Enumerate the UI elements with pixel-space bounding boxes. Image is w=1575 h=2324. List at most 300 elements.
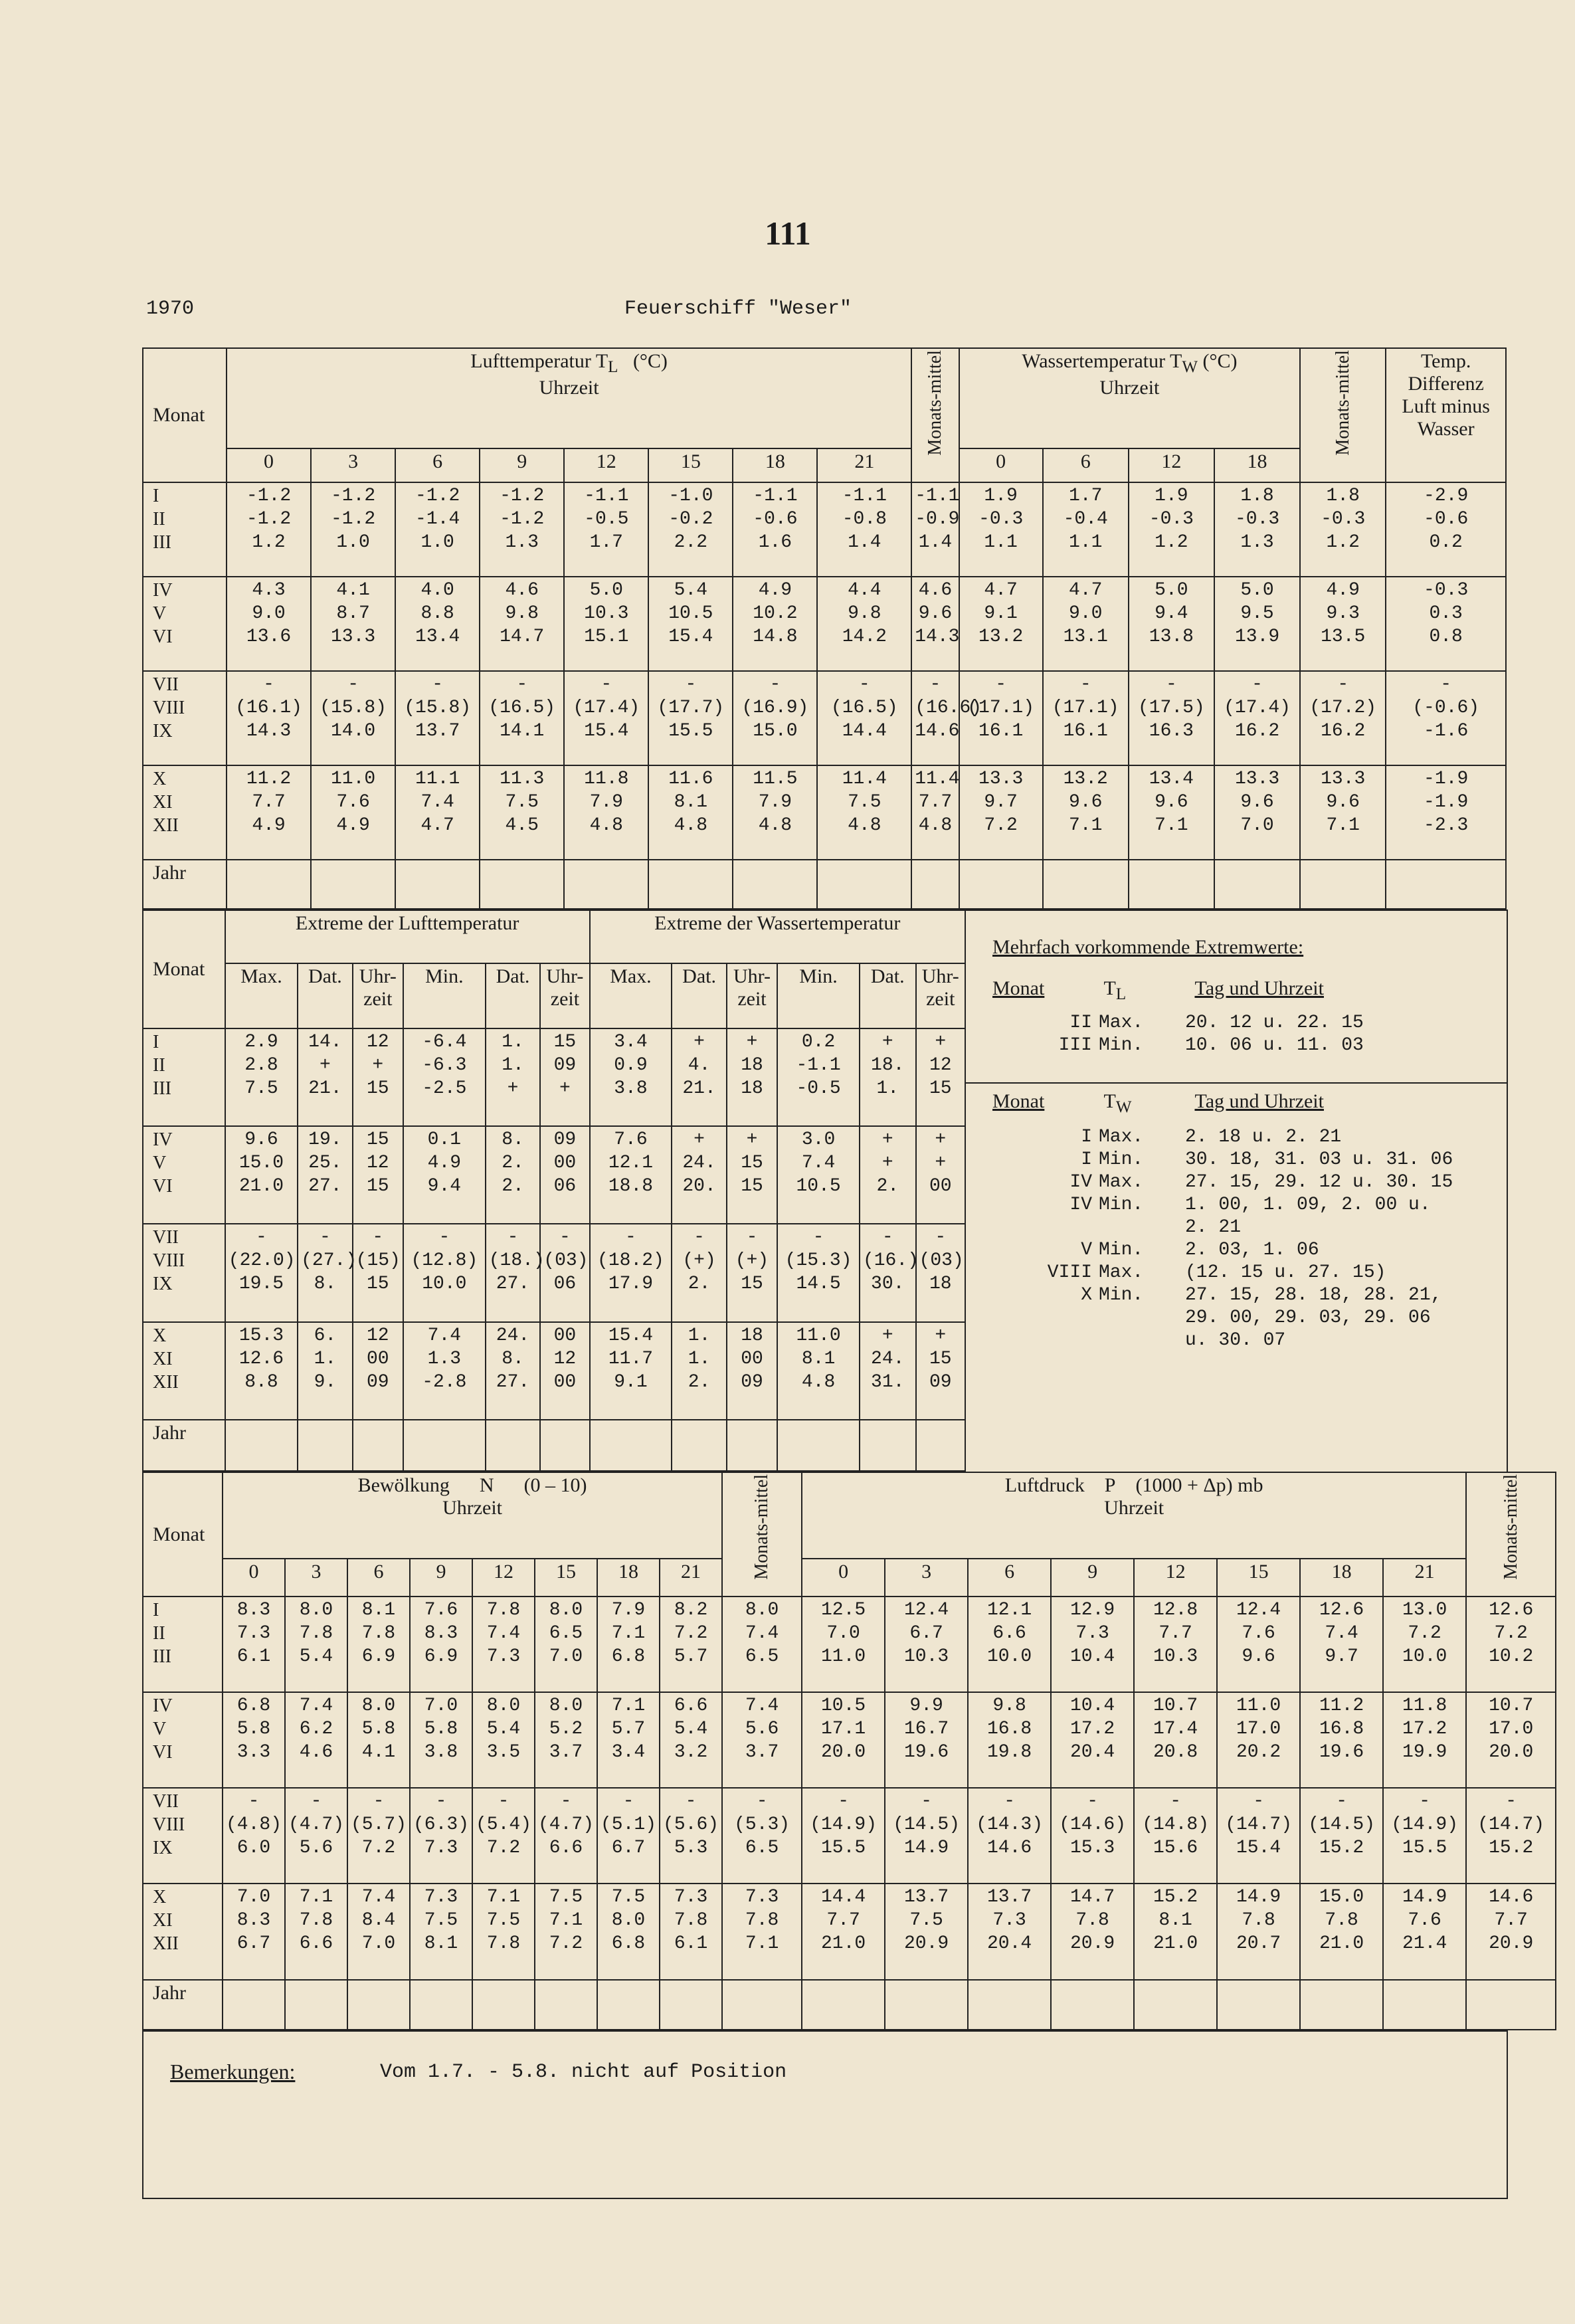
water-temp-cell	[1043, 765, 1129, 860]
cloud-cell	[660, 1692, 722, 1788]
water-temp-value: 13.2	[978, 626, 1024, 647]
water-temp-value: 9.5	[1240, 603, 1274, 624]
cloud-value: 8.0	[299, 1600, 333, 1621]
pressure-value: 11.2	[1319, 1695, 1364, 1717]
multi-extreme-row	[992, 1239, 1504, 1262]
extreme-cell	[353, 1322, 403, 1420]
water-temp-value: 9.0	[1069, 603, 1103, 624]
air-temp-value: -	[263, 674, 274, 695]
air-temp-cell	[648, 671, 733, 765]
air-hour-18: 18	[733, 448, 817, 482]
extreme-value: (12.8)	[411, 1250, 478, 1272]
air-temp-value: 14.4	[842, 720, 887, 741]
cloud-value: 8.1	[424, 1933, 458, 1955]
cloud-value: 7.3	[486, 1646, 521, 1668]
cloud-value: 6.8	[236, 1695, 271, 1717]
extreme-value: 15.4	[608, 1325, 654, 1346]
extreme-value: (15.3)	[785, 1250, 852, 1272]
cloud-value: 6.9	[424, 1646, 458, 1668]
multi-month: V	[1081, 1240, 1092, 1260]
extreme-cell	[916, 1028, 965, 1126]
air-temp-value: 1.4	[918, 532, 953, 553]
pressure-value: 9.8	[992, 1695, 1026, 1717]
month-labels	[143, 1597, 223, 1692]
pressure-value: 15.4	[1236, 1838, 1281, 1859]
air-temp-cell	[395, 765, 480, 860]
water-temp-value: -0.3	[978, 509, 1024, 530]
extreme-cell	[298, 1028, 353, 1126]
month-label: XII	[153, 815, 179, 836]
water-temp-cell	[1300, 671, 1386, 765]
air-temp-value: 14.8	[753, 626, 798, 647]
extreme-value: +	[746, 1031, 758, 1052]
air-temp-value: (17.4)	[573, 697, 640, 718]
month-label: XII	[153, 1371, 179, 1393]
air-temp-value: -1.2	[500, 509, 545, 530]
cloud-value: 7.4	[299, 1695, 333, 1717]
air-temp-value: 9.0	[252, 603, 286, 624]
extreme-value: 1.	[688, 1348, 711, 1369]
air-temp-value: -0.8	[842, 509, 887, 530]
air-temp-value: -1.0	[668, 486, 713, 507]
cloud-value: (4.8)	[226, 1814, 282, 1836]
cloud-value: 8.1	[361, 1600, 396, 1621]
cloud-value: 3.2	[674, 1742, 708, 1763]
air-temp-value: (16.6)	[915, 697, 982, 718]
cloud-hour-21: 21	[660, 1559, 722, 1597]
cloud-cell	[223, 1788, 285, 1884]
extreme-value: 9.6	[244, 1129, 278, 1151]
water-temp-value: -0.3	[1234, 509, 1280, 530]
extreme-value: 00	[553, 1153, 577, 1174]
pressure-hour-18: 18	[1300, 1559, 1383, 1597]
air-temp-cell	[395, 482, 480, 577]
pressure-value: 14.6	[987, 1838, 1032, 1859]
water-temp-cell	[1386, 671, 1506, 765]
pressure-value: 15.6	[1153, 1838, 1198, 1859]
air-hour-0: 0	[227, 448, 311, 482]
pressure-value: 6.6	[992, 1623, 1026, 1644]
cloud-value: 7.8	[361, 1623, 396, 1644]
pressure-value: 21.0	[821, 1933, 866, 1955]
air-temp-value: 14.1	[500, 720, 545, 741]
cloud-value: 6.6	[674, 1695, 708, 1717]
air-temp-value: -0.5	[584, 509, 629, 530]
water-temp-cell	[1214, 482, 1300, 577]
extreme-value: -	[694, 1227, 705, 1248]
water-temp-value: 16.2	[1234, 720, 1280, 741]
cloud-cell	[722, 1884, 802, 1979]
water-temp-cell	[1129, 577, 1214, 671]
cloud-value: 6.2	[299, 1719, 333, 1740]
cloud-cell	[285, 1884, 347, 1979]
pressure-hour-9: 9	[1051, 1559, 1134, 1597]
air-temp-value: 8.1	[674, 791, 708, 813]
extreme-cell	[860, 1028, 916, 1126]
pressure-value: 7.0	[826, 1623, 860, 1644]
cloud-pressure-row-group	[143, 1788, 1556, 1884]
water-temp-value: 16.1	[978, 720, 1024, 741]
water-temp-value: 0.2	[1429, 532, 1463, 553]
air-temp-value: 4.9	[336, 815, 370, 836]
air-temp-value: (16.5)	[488, 697, 556, 718]
jahr-label: Jahr	[143, 1420, 225, 1471]
extreme-value: 4.	[688, 1054, 711, 1076]
cloud-cell	[472, 1884, 535, 1979]
extreme-value: -	[559, 1227, 571, 1248]
remarks-text: Vom 1.7. - 5.8. nicht auf Position	[380, 2061, 787, 2083]
multi-month: X	[1081, 1285, 1092, 1306]
air-temp-cell	[227, 671, 311, 765]
extreme-value: 0.9	[614, 1054, 648, 1076]
cloud-value: 8.3	[236, 1910, 271, 1931]
extreme-value: (18.)	[488, 1250, 545, 1272]
year-label: 1970	[146, 298, 195, 320]
air-temp-value: 4.1	[336, 579, 370, 601]
pressure-value: 15.3	[1070, 1838, 1115, 1859]
cloud-value: (5.4)	[476, 1814, 532, 1836]
pressure-value: 11.0	[821, 1646, 866, 1668]
extreme-value: 2.	[688, 1274, 711, 1295]
extreme-row-group	[143, 1322, 965, 1420]
air-temp-value: -1.2	[415, 486, 460, 507]
cloud-cell	[285, 1597, 347, 1692]
air-max-date-header: Dat.	[298, 963, 353, 1028]
extreme-value: 15	[929, 1348, 952, 1369]
air-temp-value: 4.3	[252, 579, 286, 601]
pressure-cell	[802, 1692, 885, 1788]
pressure-hour-15: 15	[1217, 1559, 1300, 1597]
cloud-cell	[597, 1597, 660, 1692]
cloud-value: -	[248, 1791, 260, 1812]
water-temp-value: 1.2	[1326, 532, 1360, 553]
air-temp-value: -1.1	[753, 486, 798, 507]
cloud-value: 3.4	[611, 1742, 646, 1763]
air-temp-value: (15.8)	[320, 697, 387, 718]
multi-dates: 20. 12 u. 22. 15	[1185, 1013, 1364, 1033]
water-temp-cell	[1386, 765, 1506, 860]
pressure-cell	[1383, 1597, 1466, 1692]
air-temp-value: 5.4	[674, 579, 708, 601]
cloud-hour-3: 3	[285, 1559, 347, 1597]
air-temp-value: -	[685, 674, 697, 695]
pressure-value: -	[1336, 1791, 1348, 1812]
multi-dates: 1. 00, 1. 09, 2. 00 u.	[1185, 1195, 1431, 1215]
multi-dates: 27. 15, 29. 12 u. 30. 15	[1185, 1172, 1453, 1193]
multi-extreme-row	[992, 1329, 1504, 1352]
extreme-value: +	[507, 1078, 519, 1099]
air-temp-value: -1.1	[915, 486, 960, 507]
extreme-value: 09	[553, 1054, 577, 1076]
water-temp-value: -0.6	[1424, 509, 1469, 530]
water-temp-value: -	[1079, 674, 1091, 695]
water-temp-value: 5.0	[1155, 579, 1188, 601]
water-max-header: Max.	[590, 963, 672, 1028]
pressure-cell	[1466, 1597, 1556, 1692]
temp-difference-header: Temp. Differenz Luft minus Wasser	[1386, 348, 1506, 482]
extremes-table	[142, 910, 966, 1472]
cloud-value: 6.6	[299, 1933, 333, 1955]
extreme-cell	[225, 1028, 298, 1126]
cloud-value: 7.4	[361, 1887, 396, 1908]
extreme-value: 6.	[314, 1325, 337, 1346]
water-min-header: Min.	[777, 963, 860, 1028]
extreme-value: -6.4	[422, 1031, 467, 1052]
month-label: X	[153, 768, 167, 789]
pressure-value: 19.8	[987, 1742, 1032, 1763]
month-label: I	[153, 1031, 159, 1052]
cloud-cell	[410, 1884, 472, 1979]
pressure-value: 12.5	[821, 1600, 866, 1621]
water-temp-value: -1.9	[1424, 791, 1469, 813]
cloud-value: 7.1	[486, 1887, 521, 1908]
extreme-value: -	[507, 1227, 519, 1248]
extreme-value: 15	[741, 1153, 763, 1174]
extreme-cell	[486, 1322, 541, 1420]
multi-type: Min.	[1099, 1035, 1144, 1056]
extreme-value: -	[319, 1227, 331, 1248]
extreme-value: 15	[741, 1176, 763, 1197]
cloud-value: 7.2	[549, 1933, 583, 1955]
air-temp-cell	[564, 671, 648, 765]
water-temp-value: 9.1	[984, 603, 1018, 624]
extreme-value: 0.1	[427, 1129, 462, 1151]
water-temp-cell	[1043, 671, 1129, 765]
cloud-value: 7.0	[424, 1695, 458, 1717]
air-temp-cell	[911, 671, 982, 765]
air-temp-value: 11.5	[753, 768, 798, 789]
pressure-value: 10.2	[1489, 1646, 1534, 1668]
extreme-cell	[916, 1224, 965, 1321]
pressure-value: -	[1505, 1791, 1517, 1812]
air-temp-cell	[395, 671, 480, 765]
extreme-cell	[860, 1224, 919, 1321]
extreme-value: (22.0)	[228, 1250, 296, 1272]
extreme-cell	[225, 1126, 298, 1224]
multi-dates: 30. 18, 31. 03 u. 31. 06	[1185, 1149, 1453, 1170]
water-temp-cell	[959, 577, 1043, 671]
month-labels	[143, 1224, 225, 1321]
cloud-pressure-table	[142, 1472, 1556, 2030]
cloud-value: 6.5	[745, 1838, 779, 1859]
air-temp-value: 4.5	[505, 815, 539, 836]
extreme-value: (27.)	[301, 1250, 357, 1272]
multi-dates: (12. 15 u. 27. 15)	[1185, 1262, 1386, 1283]
air-temp-value: 14.6	[915, 720, 960, 741]
month-labels	[143, 1788, 223, 1884]
extreme-value: 1.	[876, 1078, 899, 1099]
cloud-value: 8.0	[745, 1600, 779, 1621]
cloud-cell	[660, 1788, 722, 1884]
pressure-cell	[968, 1597, 1051, 1692]
pressure-cell	[802, 1597, 885, 1692]
water-temp-value: -	[1337, 674, 1349, 695]
pressure-value: 17.2	[1070, 1719, 1115, 1740]
extreme-value: (18.2)	[597, 1250, 664, 1272]
cloud-value: 7.2	[361, 1838, 396, 1859]
pressure-cell	[1217, 1597, 1300, 1692]
water-temp-cell	[1043, 482, 1129, 577]
month-label: VIII	[153, 1250, 185, 1272]
cloud-hour-0: 0	[223, 1559, 285, 1597]
cloud-value: 5.8	[424, 1719, 458, 1740]
pressure-value: (14.8)	[1142, 1814, 1210, 1836]
pressure-value: 17.0	[1236, 1719, 1281, 1740]
pressure-hour-3: 3	[885, 1559, 968, 1597]
extreme-cell	[777, 1322, 860, 1420]
multi-dates: 10. 06 u. 11. 03	[1185, 1035, 1364, 1056]
water-temp-cell	[1214, 765, 1300, 860]
multi-month: VIII	[1047, 1262, 1092, 1283]
cloud-value: 7.4	[745, 1623, 779, 1644]
pressure-value: 20.4	[987, 1933, 1032, 1955]
cloud-value: 3.8	[424, 1742, 458, 1763]
extreme-value: 09	[553, 1129, 577, 1151]
air-temp-value: 1.4	[848, 532, 881, 553]
cloud-cell	[535, 1597, 597, 1692]
pressure-value: 13.0	[1402, 1600, 1447, 1621]
pressure-value: (14.7)	[1477, 1814, 1545, 1836]
temp-row-group	[143, 577, 1506, 671]
extreme-cell	[916, 1126, 965, 1224]
month-labels	[143, 482, 227, 577]
pressure-value: -	[1419, 1791, 1431, 1812]
month-labels	[143, 1322, 225, 1420]
extreme-cell	[225, 1224, 298, 1321]
extreme-value: 12	[367, 1031, 389, 1052]
pressure-value: 12.4	[1236, 1600, 1281, 1621]
extreme-value: (03)	[919, 1250, 964, 1272]
air-temp-cell	[648, 482, 733, 577]
water-temp-value: 7.2	[984, 815, 1018, 836]
pressure-value: 8.1	[1158, 1910, 1192, 1931]
water-temp-cell	[959, 765, 1043, 860]
cloud-value: -	[373, 1791, 385, 1812]
extreme-value: 10.0	[422, 1274, 467, 1295]
air-hour-21: 21	[817, 448, 911, 482]
extreme-value: 30.	[871, 1274, 905, 1295]
pressure-value: 19.6	[904, 1742, 949, 1763]
air-temp-value: 8.7	[336, 603, 370, 624]
water-temp-value: (17.5)	[1137, 697, 1205, 718]
month-label: X	[153, 1887, 167, 1908]
cloud-hour-15: 15	[535, 1559, 597, 1597]
month-label: X	[153, 1325, 167, 1346]
pressure-cell	[1051, 1597, 1134, 1692]
multi-extreme-row	[992, 1284, 1504, 1307]
water-temp-value: 1.2	[1155, 532, 1188, 553]
extreme-value: 3.8	[614, 1078, 648, 1099]
water-temp-value: 9.4	[1155, 603, 1188, 624]
air-temp-value: -	[601, 674, 612, 695]
cloud-value: 7.2	[674, 1623, 708, 1644]
cloud-value: 7.4	[486, 1623, 521, 1644]
pressure-cell	[885, 1788, 968, 1884]
pressure-value: 14.9	[1236, 1887, 1281, 1908]
air-temp-value: 4.8	[758, 815, 792, 836]
extreme-value: 25.	[308, 1153, 342, 1174]
air-min-header: Min.	[403, 963, 486, 1028]
pressure-value: 15.5	[1402, 1838, 1447, 1859]
pressure-value: 14.6	[1489, 1887, 1534, 1908]
air-temp-value: (16.5)	[830, 697, 898, 718]
cloud-value: 6.6	[549, 1838, 583, 1859]
cloud-value: 5.6	[299, 1838, 333, 1859]
cloud-value: 7.9	[611, 1600, 646, 1621]
air-temp-value: 14.2	[842, 626, 887, 647]
pressure-cell	[1217, 1788, 1300, 1884]
air-temp-value: 1.2	[252, 532, 286, 553]
cloud-cell	[347, 1788, 410, 1884]
air-temp-value: 10.2	[753, 603, 798, 624]
pressure-value: 20.9	[1489, 1933, 1534, 1955]
cloud-monthly-mean-header: Monats-mittel	[722, 1472, 802, 1597]
extreme-cell	[486, 1126, 541, 1224]
extreme-value: +	[935, 1325, 947, 1346]
air-temp-value: 9.6	[918, 603, 953, 624]
extreme-value: 8.	[314, 1274, 337, 1295]
extreme-cell	[540, 1028, 589, 1126]
extreme-value: 15	[741, 1274, 763, 1295]
multi-extreme-row	[992, 1262, 1504, 1284]
air-temp-value: 11.4	[915, 768, 960, 789]
pressure-value: (14.3)	[976, 1814, 1044, 1836]
pressure-value: 7.3	[1075, 1623, 1109, 1644]
extreme-value: 15.0	[238, 1153, 284, 1174]
temp-row-group	[143, 482, 1506, 577]
air-temp-value: 4.8	[674, 815, 708, 836]
water-hour-12: 12	[1129, 448, 1214, 482]
cloud-value: 6.1	[236, 1646, 271, 1668]
month-labels	[143, 1126, 225, 1224]
extreme-value: (+)	[735, 1250, 769, 1272]
extreme-value: +	[746, 1129, 758, 1151]
month-label: IX	[153, 720, 173, 741]
extreme-value: 1.	[502, 1031, 524, 1052]
extreme-row-group	[143, 1126, 965, 1224]
cloud-value: 5.2	[549, 1719, 583, 1740]
extreme-value: 31.	[871, 1371, 905, 1393]
extreme-value: -	[438, 1227, 450, 1248]
air-max-time-header: Uhr-zeit	[353, 963, 403, 1028]
month-labels	[143, 1692, 223, 1788]
extreme-cell	[672, 1322, 727, 1420]
multi-type: Max.	[1099, 1172, 1144, 1193]
multi-month: III	[1058, 1035, 1092, 1056]
water-hour-0: 0	[959, 448, 1043, 482]
multi-tl-monat-header: Monat	[992, 977, 1045, 999]
cloud-value: 8.0	[611, 1910, 646, 1931]
pressure-value: 20.0	[1489, 1742, 1534, 1763]
cloud-value: -	[498, 1791, 510, 1812]
extreme-value: 7.4	[801, 1153, 836, 1174]
month-label: V	[153, 603, 167, 624]
cloud-value: -	[622, 1791, 634, 1812]
pressure-value: 16.7	[904, 1719, 949, 1740]
cloud-value: 6.7	[611, 1838, 646, 1859]
extreme-value: 00	[553, 1325, 577, 1346]
pressure-value: 12.4	[904, 1600, 949, 1621]
cloud-value: (5.6)	[663, 1814, 719, 1836]
air-temp-cell	[564, 577, 648, 671]
extreme-value: 1.	[502, 1054, 524, 1076]
extreme-cell	[672, 1224, 727, 1321]
pressure-cell	[1383, 1884, 1466, 1979]
pressure-value: 7.6	[1408, 1910, 1441, 1931]
air-temp-value: 7.7	[252, 791, 286, 813]
water-temp-value: -2.9	[1424, 486, 1469, 507]
cloud-cell	[535, 1788, 597, 1884]
